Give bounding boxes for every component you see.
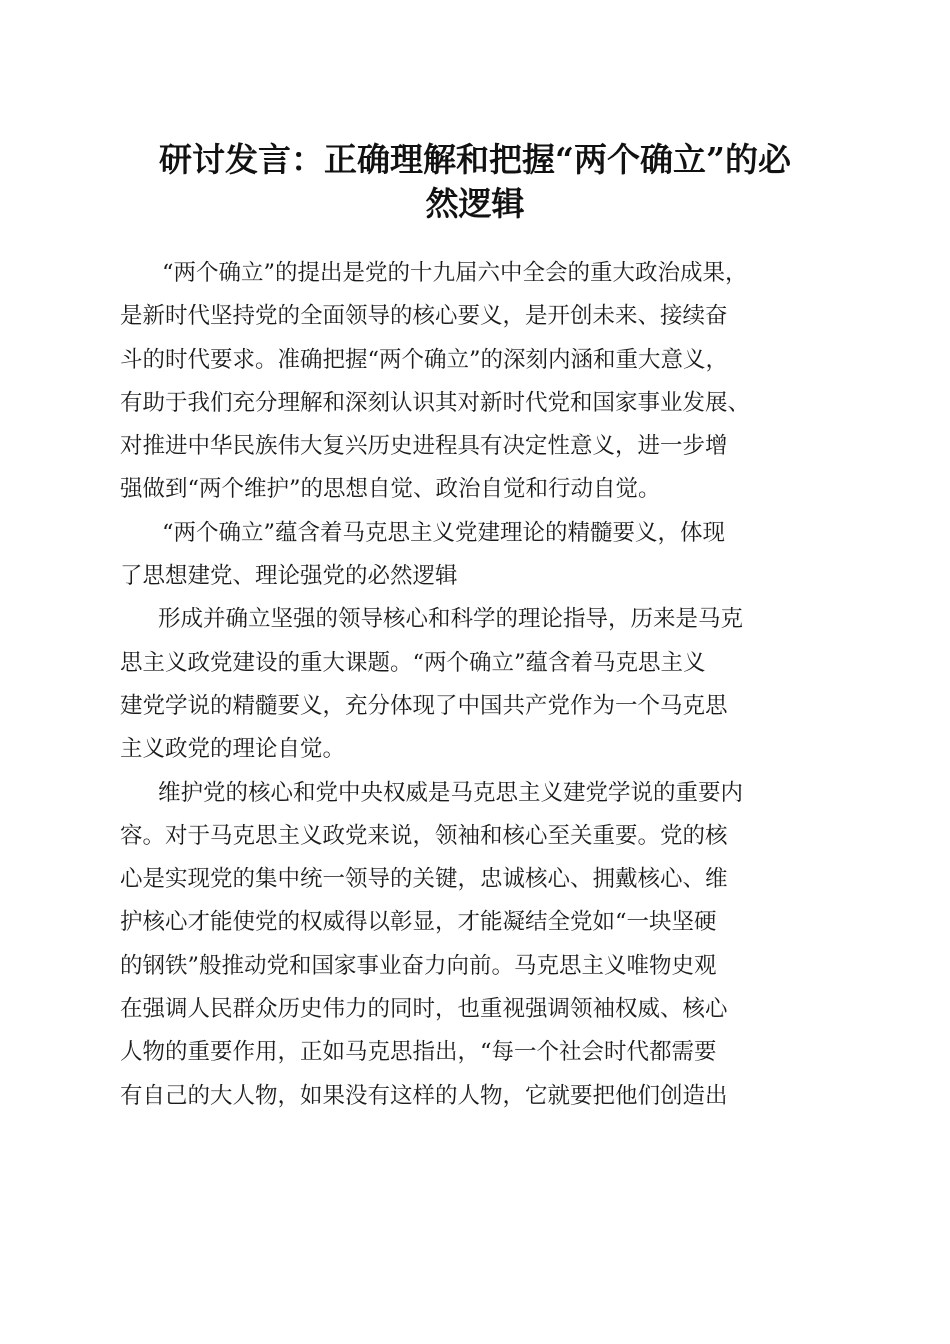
- title-line-2: 然逻辑: [425, 184, 525, 223]
- paragraph-line: 人物的重要作用，正如马克思指出，“每一个社会时代都需要: [120, 1039, 717, 1066]
- paragraph-line: “两个确立”蕴含着马克思主义党建理论的精髓要义，体现: [162, 519, 726, 546]
- paragraph-line: 容。对于马克思主义政党来说，领袖和核心至关重要。党的核: [120, 822, 728, 849]
- paragraph-line: 心是实现党的集中统一领导的关键，忠诚核心、拥戴核心、维: [120, 866, 728, 893]
- paragraph-line: 维护党的核心和党中央权威是马克思主义建党学说的重要内: [158, 779, 744, 806]
- document-title: [110, 138, 840, 226]
- paragraph-line: 思主义政党建设的重大课题。“两个确立”蕴含着马克思主义: [120, 649, 706, 676]
- paragraph-line: 的钢铁”般推动党和国家事业奋力向前。马克思主义唯物史观: [120, 952, 717, 979]
- paragraph-2-heading: [120, 512, 832, 599]
- paragraph-line: 在强调人民群众历史伟力的同时，也重视强调领袖权威、核心: [120, 996, 728, 1023]
- paragraph-line: 对推进中华民族伟大复兴历史进程具有决定性意义，进一步增: [120, 433, 728, 460]
- paragraph-line: 斗的时代要求。准确把握“两个确立”的深刻内涵和重大意义，: [120, 346, 729, 373]
- paragraph-line: 是新时代坚持党的全面领导的核心要义，是开创未来、接续奋: [120, 303, 728, 330]
- paragraph-line: 强做到“两个维护”的思想自觉、政治自觉和行动自觉。: [120, 476, 661, 503]
- paragraph-1: [120, 252, 832, 512]
- paragraph-line: 了思想建党、理论强党的必然逻辑: [120, 563, 458, 590]
- paragraph-4: [120, 772, 832, 1118]
- paragraph-line: 有自己的大人物，如果没有这样的人物，它就要把他们创造出: [120, 1082, 728, 1109]
- paragraph-line: 主义政党的理论自觉。: [120, 736, 346, 763]
- paragraph-line: 建党学说的精髓要义，充分体现了中国共产党作为一个马克思: [120, 692, 728, 719]
- document-body: [120, 252, 832, 1118]
- paragraph-line: 形成并确立坚强的领导核心和科学的理论指导，历来是马克: [158, 606, 744, 633]
- paragraph-line: 护核心才能使党的权威得以彰显，才能凝结全党如“一块坚硬: [120, 909, 717, 936]
- paragraph-line: “两个确立”的提出是党的十九届六中全会的重大政治成果，: [162, 260, 748, 286]
- paragraph-line: 有助于我们充分理解和深刻认识其对新时代党和国家事业发展、: [120, 389, 751, 416]
- title-line-1: 研讨发言：正确理解和把握“两个确立”的必: [159, 140, 791, 179]
- paragraph-3: [120, 598, 832, 771]
